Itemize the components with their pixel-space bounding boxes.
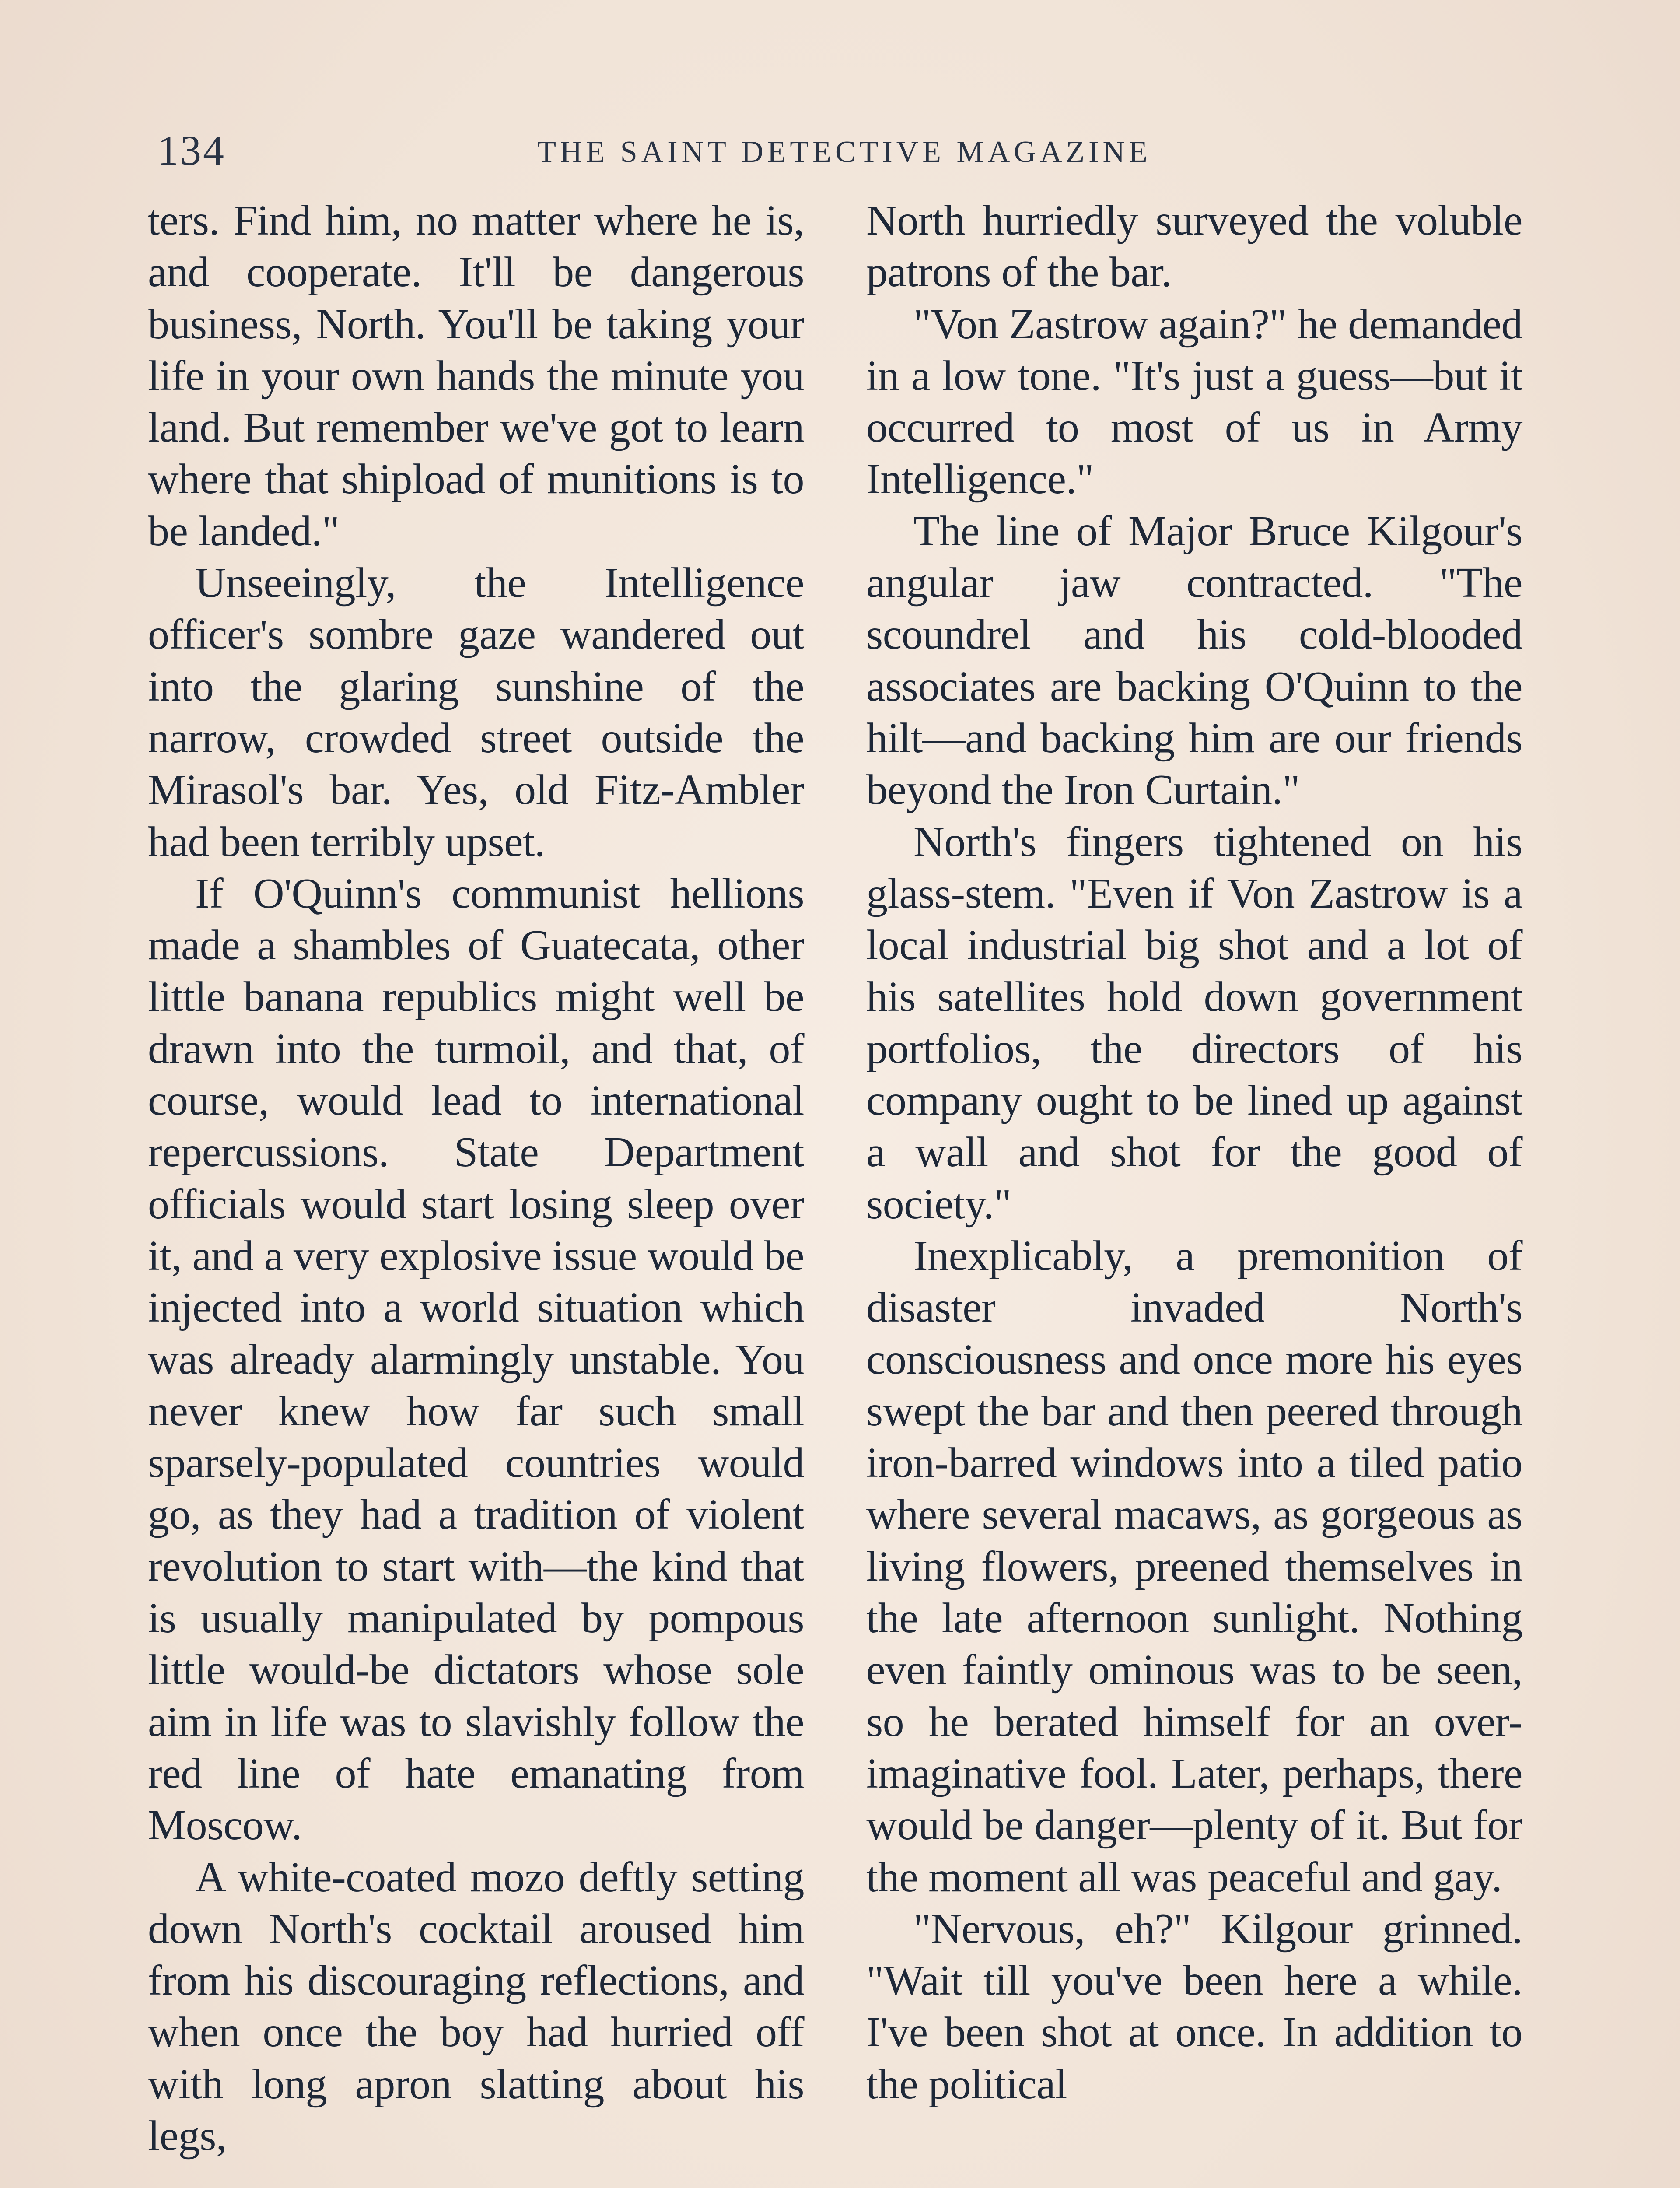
paragraph: ters. Find him, no matter where he is, and cooperate. It'll be dangerous business, North. You'll be taking your life in your own hands the minute you land. But remember we've got to learn where that shipload of munitions is to be landed." bbox=[148, 197, 804, 555]
paragraph: Inexplicably, a premonition of disaster invaded North's consciousness and once more his eyes swept the bar and then peered through iron-barred windows into a tiled patio where several macaws, as gorgeous as living flowers, preened themselves in the late afternoon sunlight. Nothing even faintly ominous was to be seen, so he berated himself for an over-imaginative fool. Later, perhaps, there would be danger—plenty of it. But for the moment all was peaceful and gay. bbox=[866, 1232, 1522, 1901]
paragraph: North's fingers tightened on his glass-stem. "Even if Von Zastrow is a local industrial big shot and a lot of his satellites hold down government portfolios, the directors of his company ought to be lined up against a wall and shot for the good of society." bbox=[866, 818, 1522, 1228]
right-column bbox=[866, 195, 1522, 2110]
page-header bbox=[158, 117, 1531, 179]
paragraph: Unseeingly, the Intelligence officer's sombre gaze wandered out into the glaring sunshine of the narrow, crowded street outside the Mirasol's bar. Yes, old Fitz-Ambler had been terribly upset. bbox=[148, 559, 804, 866]
page-number: 134 bbox=[158, 127, 226, 174]
running-head: THE SAINT DETECTIVE MAGAZINE bbox=[537, 135, 1152, 169]
paragraph: "Nervous, eh?" Kilgour grinned. "Wait till you've been here a while. I've been shot at once. In addition to the political bbox=[866, 1905, 1522, 2108]
paragraph: If O'Quinn's communist hellions made a shambles of Guatecata, other little banana republics might well be drawn into the turmoil, and that, of course, would lead to international repercussions. State Department officials would start losing sleep over it, and a very explosive issue would be injected into a world situation which was already alarmingly unstable. You never knew how far such small sparsely-populated countries would go, as they had a tradition of violent revolution to start with—the kind that is usually manipulated by pompous little would-be dictators whose sole aim in life was to slavishly follow the red line of hate emanating from Moscow. bbox=[148, 870, 804, 1849]
paragraph: North hurriedly surveyed the voluble patrons of the bar. bbox=[866, 197, 1522, 296]
paragraph: The line of Major Bruce Kilgour's angular jaw contracted. "The scoundrel and his cold-blooded associates are backing O'Quinn to the hilt—and backing him are our friends beyond the Iron Curtain." bbox=[866, 507, 1522, 814]
left-column bbox=[148, 195, 804, 2162]
paragraph: "Von Zastrow again?" he demanded in a low tone. "It's just a guess—but it occurred to most of us in Army Intelligence." bbox=[866, 300, 1522, 503]
paragraph: A white-coated mozo deftly setting down North's cocktail aroused him from his discouraging reflections, and when once the boy had hurried off with long apron slatting about his legs, bbox=[148, 1853, 804, 2160]
